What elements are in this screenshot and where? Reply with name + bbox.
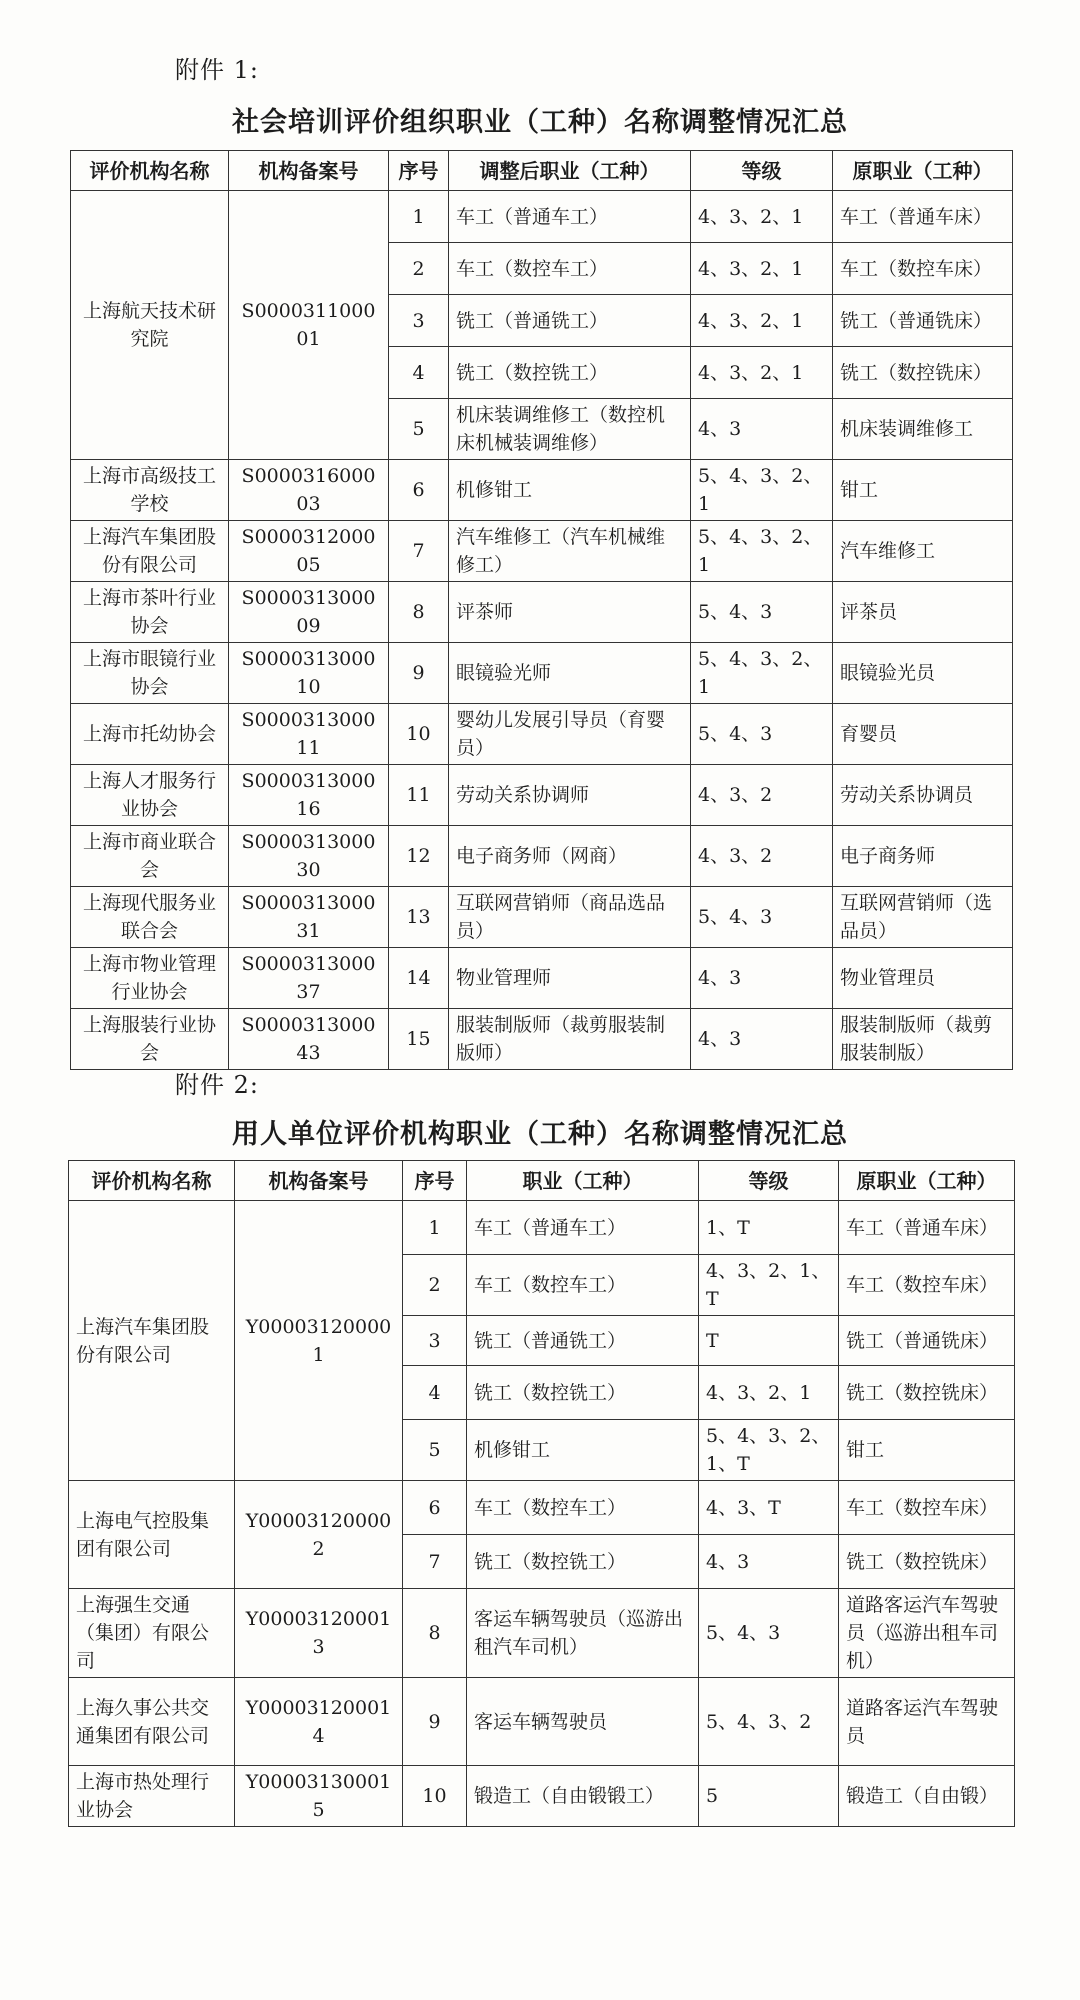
job-cell: 机修钳工 [467,1420,699,1481]
job-cell: 车工（数控车工） [467,1481,699,1535]
org-cell: 上海服装行业协会 [71,1009,229,1070]
new-job-cell: 评茶师 [449,582,691,643]
old-job-cell: 劳动关系协调员 [833,765,1013,826]
old-job-cell: 汽车维修工 [833,521,1013,582]
old-job-cell: 评茶员 [833,582,1013,643]
job-cell: 客运车辆驾驶员（巡游出租汽车司机） [467,1589,699,1678]
old-job-cell: 锻造工（自由锻） [839,1766,1015,1827]
no-cell: 5 [389,399,449,460]
table-row [71,582,1013,643]
header-old-job: 原职业（工种） [833,151,1013,191]
level-cell: 4、3 [691,948,833,1009]
no-cell: 15 [389,1009,449,1070]
header-new-job: 调整后职业（工种） [449,151,691,191]
header-org: 评价机构名称 [71,151,229,191]
table-row [69,1201,1015,1255]
no-cell: 9 [403,1678,467,1766]
header-level: 等级 [699,1161,839,1201]
org-cell: 上海现代服务业联合会 [71,887,229,948]
old-job-cell: 铣工（普通铣床） [833,295,1013,347]
job-cell: 车工（普通车工） [467,1201,699,1255]
no-cell: 10 [403,1766,467,1827]
org-cell: 上海市托幼协会 [71,704,229,765]
old-job-cell: 铣工（普通铣床） [839,1316,1015,1366]
new-job-cell: 眼镜验光师 [449,643,691,704]
new-job-cell: 汽车维修工（汽车机械维修工） [449,521,691,582]
code-cell: S000031300016 [229,765,389,826]
org-cell: 上海市高级技工学校 [71,460,229,521]
code-cell: Y000031200014 [235,1678,403,1766]
no-cell: 9 [389,643,449,704]
new-job-cell: 服装制版师（裁剪服装制版师） [449,1009,691,1070]
header-level: 等级 [691,151,833,191]
table-row [71,704,1013,765]
no-cell: 8 [389,582,449,643]
code-cell: S000031100001 [229,191,389,460]
old-job-cell: 车工（普通车床） [839,1201,1015,1255]
code-cell: S000031600003 [229,460,389,521]
code-cell: Y000031200001 [235,1201,403,1481]
no-cell: 11 [389,765,449,826]
old-job-cell: 车工（数控车床） [839,1481,1015,1535]
no-cell: 8 [403,1589,467,1678]
no-cell: 1 [403,1201,467,1255]
code-cell: Y000031200013 [235,1589,403,1678]
level-cell: 4、3、2、1 [691,191,833,243]
header-org: 评价机构名称 [69,1161,235,1201]
level-cell: 5、4、3、2、1、T [699,1420,839,1481]
level-cell: 4、3、2、1 [691,295,833,347]
new-job-cell: 婴幼儿发展引导员（育婴员） [449,704,691,765]
level-cell: 4、3 [691,1009,833,1070]
level-cell: 4、3、2 [691,826,833,887]
new-job-cell: 车工（数控车工） [449,243,691,295]
level-cell: 5、4、3、2、1 [691,521,833,582]
no-cell: 1 [389,191,449,243]
no-cell: 6 [403,1481,467,1535]
table-row [69,1766,1015,1827]
new-job-cell: 铣工（普通铣工） [449,295,691,347]
level-cell: 1、T [699,1201,839,1255]
level-cell: 5 [699,1766,839,1827]
org-cell: 上海市热处理行业协会 [69,1766,235,1827]
level-cell: 4、3、2 [691,765,833,826]
old-job-cell: 车工（数控车床） [839,1255,1015,1316]
table-header-row [69,1161,1015,1201]
table-row [71,643,1013,704]
level-cell: 4、3 [691,399,833,460]
level-cell: T [699,1316,839,1366]
level-cell: 4、3、T [699,1481,839,1535]
header-code: 机构备案号 [235,1161,403,1201]
no-cell: 12 [389,826,449,887]
no-cell: 3 [403,1316,467,1366]
org-cell: 上海人才服务行业协会 [71,765,229,826]
no-cell: 10 [389,704,449,765]
table-row [69,1481,1015,1535]
old-job-cell: 道路客运汽车驾驶员（巡游出租车司机） [839,1589,1015,1678]
annex2-title: 用人单位评价机构职业（工种）名称调整情况汇总 [232,1119,848,1150]
old-job-cell: 物业管理员 [833,948,1013,1009]
annex2-table [68,1160,1015,1827]
org-cell: 上海市商业联合会 [71,826,229,887]
level-cell: 4、3、2、1、T [699,1255,839,1316]
new-job-cell: 机修钳工 [449,460,691,521]
old-job-cell: 钳工 [839,1420,1015,1481]
code-cell: Y000031200002 [235,1481,403,1589]
job-cell: 车工（数控车工） [467,1255,699,1316]
new-job-cell: 互联网营销师（商品选品员） [449,887,691,948]
table-row [71,460,1013,521]
level-cell: 4、3、2、1 [699,1366,839,1420]
level-cell: 4、3、2、1 [691,243,833,295]
code-cell: S000031300031 [229,887,389,948]
org-cell: 上海汽车集团股份有限公司 [71,521,229,582]
old-job-cell: 电子商务师 [833,826,1013,887]
level-cell: 5、4、3 [699,1589,839,1678]
job-cell: 锻造工（自由锻锻工） [467,1766,699,1827]
table-row [69,1589,1015,1678]
no-cell: 4 [389,347,449,399]
code-cell: S000031300009 [229,582,389,643]
no-cell: 14 [389,948,449,1009]
org-cell: 上海航天技术研究院 [71,191,229,460]
table-row [71,887,1013,948]
table-row [71,826,1013,887]
old-job-cell: 钳工 [833,460,1013,521]
code-cell: S000031200005 [229,521,389,582]
no-cell: 7 [403,1535,467,1589]
old-job-cell: 服装制版师（裁剪服装制版） [833,1009,1013,1070]
annex1-title: 社会培训评价组织职业（工种）名称调整情况汇总 [232,107,848,138]
old-job-cell: 互联网营销师（选品员） [833,887,1013,948]
old-job-cell: 道路客运汽车驾驶员 [839,1678,1015,1766]
code-cell: S000031300043 [229,1009,389,1070]
org-cell: 上海市物业管理行业协会 [71,948,229,1009]
new-job-cell: 劳动关系协调师 [449,765,691,826]
org-cell: 上海久事公共交通集团有限公司 [69,1678,235,1766]
annex1-table [70,150,1013,1070]
header-old-job: 原职业（工种） [839,1161,1015,1201]
code-cell: Y000031300015 [235,1766,403,1827]
old-job-cell: 育婴员 [833,704,1013,765]
org-cell: 上海电气控股集团有限公司 [69,1481,235,1589]
header-code: 机构备案号 [229,151,389,191]
no-cell: 4 [403,1366,467,1420]
level-cell: 5、4、3、2、1 [691,460,833,521]
old-job-cell: 铣工（数控铣床） [833,347,1013,399]
code-cell: S000031300011 [229,704,389,765]
job-cell: 铣工（普通铣工） [467,1316,699,1366]
new-job-cell: 电子商务师（网商） [449,826,691,887]
new-job-cell: 铣工（数控铣工） [449,347,691,399]
table-row [71,1009,1013,1070]
level-cell: 5、4、3 [691,582,833,643]
old-job-cell: 车工（数控车床） [833,243,1013,295]
old-job-cell: 车工（普通车床） [833,191,1013,243]
table-row [71,765,1013,826]
old-job-cell: 眼镜验光员 [833,643,1013,704]
org-cell: 上海汽车集团股份有限公司 [69,1201,235,1481]
level-cell: 5、4、3、2 [699,1678,839,1766]
no-cell: 5 [403,1420,467,1481]
new-job-cell: 物业管理师 [449,948,691,1009]
no-cell: 2 [403,1255,467,1316]
no-cell: 2 [389,243,449,295]
level-cell: 4、3、2、1 [691,347,833,399]
code-cell: S000031300010 [229,643,389,704]
old-job-cell: 铣工（数控铣床） [839,1366,1015,1420]
header-job: 职业（工种） [467,1161,699,1201]
no-cell: 3 [389,295,449,347]
new-job-cell: 机床装调维修工（数控机床机械装调维修） [449,399,691,460]
level-cell: 4、3 [699,1535,839,1589]
job-cell: 铣工（数控铣工） [467,1366,699,1420]
job-cell: 客运车辆驾驶员 [467,1678,699,1766]
org-cell: 上海市眼镜行业协会 [71,643,229,704]
org-cell: 上海市茶叶行业协会 [71,582,229,643]
header-no: 序号 [389,151,449,191]
annex2-label: 附件 2: [175,1071,259,1099]
new-job-cell: 车工（普通车工） [449,191,691,243]
level-cell: 5、4、3 [691,887,833,948]
table-row [69,1678,1015,1766]
job-cell: 铣工（数控铣工） [467,1535,699,1589]
code-cell: S000031300037 [229,948,389,1009]
no-cell: 6 [389,460,449,521]
no-cell: 13 [389,887,449,948]
table-row [71,521,1013,582]
table-row [71,948,1013,1009]
header-no: 序号 [403,1161,467,1201]
no-cell: 7 [389,521,449,582]
org-cell: 上海强生交通（集团）有限公司 [69,1589,235,1678]
level-cell: 5、4、3 [691,704,833,765]
level-cell: 5、4、3、2、1 [691,643,833,704]
code-cell: S000031300030 [229,826,389,887]
table-row [71,191,1013,243]
old-job-cell: 铣工（数控铣床） [839,1535,1015,1589]
table-header-row [71,151,1013,191]
old-job-cell: 机床装调维修工 [833,399,1013,460]
annex1-label: 附件 1: [175,56,259,84]
